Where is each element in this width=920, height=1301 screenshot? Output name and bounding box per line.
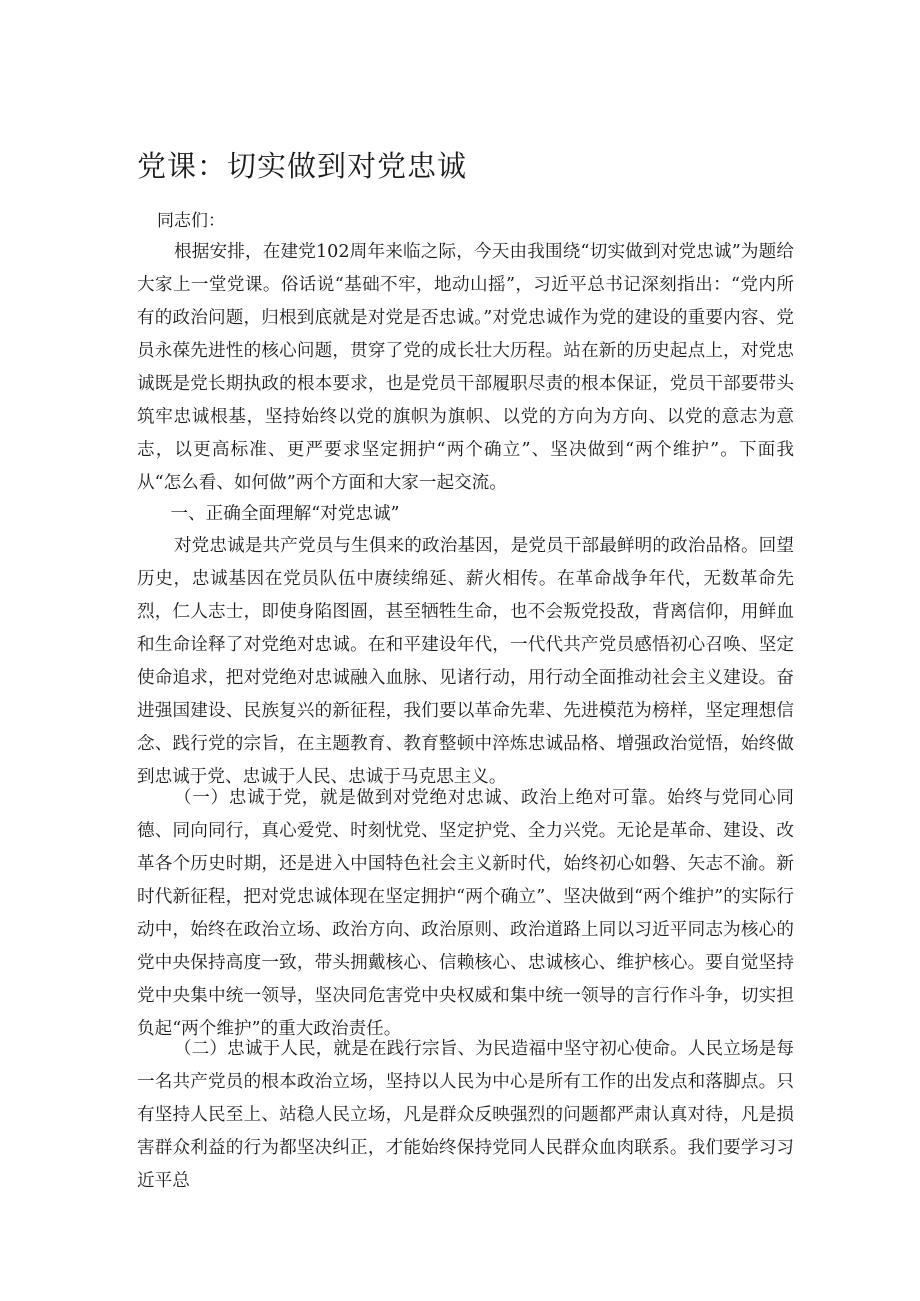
section-heading-1: 一、正确全面理解“对党忠诚” [170,504,400,524]
salutation: 同志们： [157,211,225,231]
paragraph-point-1: （一）忠诚于党，就是做到对党绝对忠诚、政治上绝对可靠。始终与党同心同德、同向同行，真心爱党、时刻忧党、坚定护党、全力兴党。无论是革命、建设、改革各个历史时期，还是进入中国特色社会主义新时代，始终初心如磐、矢志不渝。新时代新征程，把对党忠诚体现在坚定拥护“两个确立”、坚决做到“两个维护”的实际行动中，始终在政治立场、政治方向、政治原则、政治道路上同以习近平同志为核心的党中央保持高度一致，带头拥戴核心、信赖核心、忠诚核心、维护核心。要自觉坚持党中央集中统一领导，坚决同危害党中央权威和集中统一领导的言行作斗争，切实担负起“两个维护”的重大政治责任。 [137,788,794,1039]
page-title: 党课：切实做到对党忠诚 [137,149,468,183]
paragraph-section1: 对党忠诚是共产党员与生俱来的政治基因，是党员干部最鲜明的政治品格。回望历史，忠诚基因在党员队伍中赓续绵延、薪火相传。在革命战争年代，无数革命先烈，仁人志士，即使身陷图圄，甚至牺牲生命，也不会叛党投敌，背离信仰，用鲜血和生命诠释了对党绝对忠诚。在和平建设年代，一代代共产党员感悟初心召唤、坚定使命追求，把对党绝对忠诚融入血脉、见诸行动，用行动全面推动社会主义建设。奋进强国建设、民族复兴的新征程，我们要以革命先辈、先进模范为榜样，坚定理想信念、践行党的宗旨，在主题教育、教育整顿中淬炼忠诚品格、增强政治觉悟，始终做到忠诚于党、忠诚于人民、忠诚于马克思主义。 [137,536,794,787]
paragraph-point-2: （二）忠诚于人民，就是在践行宗旨、为民造福中坚守初心使命。人民立场是每一名共产党员的根本政治立场，坚持以人民为中心是所有工作的出发点和落脚点。只有坚持人民至上、站稳人民立场，凡是群众反映强烈的问题都严肃认真对待，凡是损害群众利益的行为都坚决纠正，才能始终保持党同人民群众血肉联系。我们要学习习近平总 [137,1039,794,1191]
paragraph-intro: 根据安排，在建党102周年来临之际，今天由我围绕“切实做到对党忠诚”为题给大家上一堂党课。俗话说“基础不牢，地动山摇”，习近平总书记深刻指出：“党内所有的政治问题，归根到底就是对党是否忠诚。”对党忠诚作为党的建设的重要内容、党员永葆先进性的核心问题，贯穿了党的成长壮大历程。站在新的历史起点上，对党忠诚既是党长期执政的根本要求，也是党员干部履职尽责的根本保证，党员干部要带头筑牢忠诚根基，坚持始终以党的旗帜为旗帜、以党的方向为方向、以党的意志为意志，以更高标准、更严要求坚定拥护“两个确立”、坚决做到“两个维护”。下面我从“怎么看、如何做”两个方面和大家一起交流。 [137,242,794,493]
